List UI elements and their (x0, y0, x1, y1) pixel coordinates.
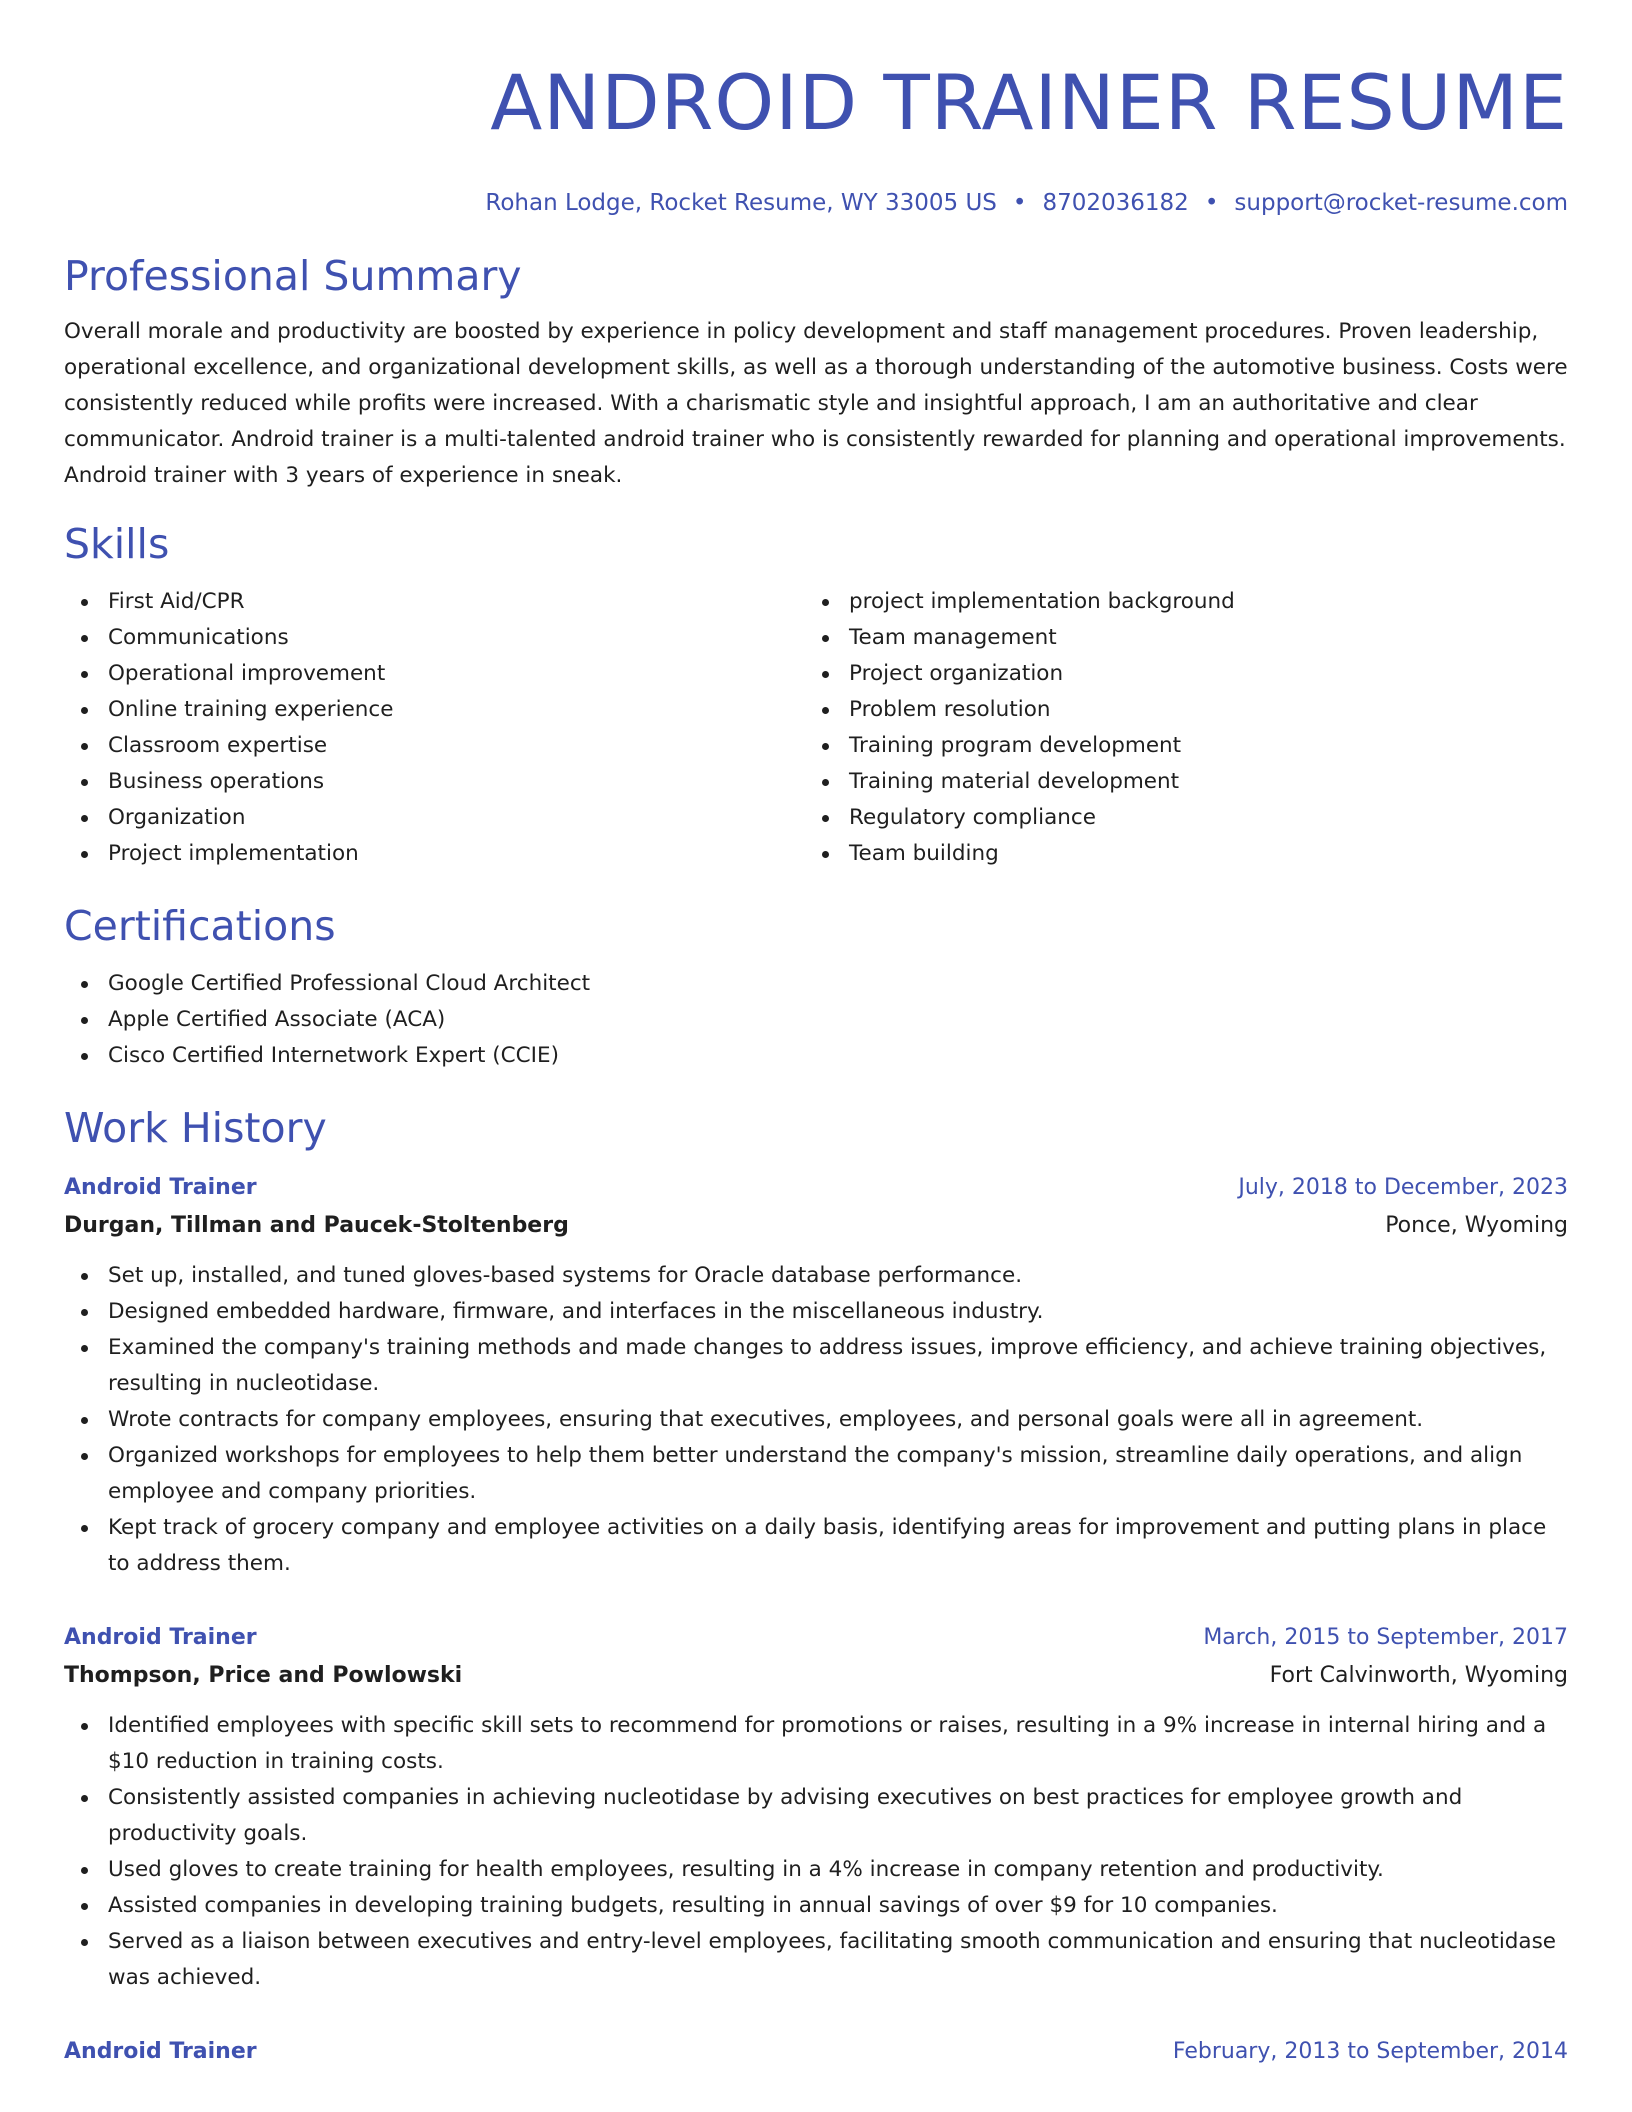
skill-item: Team management (805, 620, 1546, 656)
work-history-heading: Work History (64, 1104, 327, 1152)
job-title: Android Trainer (64, 2039, 257, 2064)
job-dates: February, 2013 to September, 2014 (1172, 2039, 1568, 2064)
skill-item: Training program development (805, 728, 1546, 764)
job-company: Thompson, Price and Powlowski (64, 1663, 463, 1688)
job-duties-list (64, 1258, 1568, 1582)
skills-column-right (805, 584, 1546, 872)
job-title-row (64, 1620, 1568, 1656)
skill-item: Business operations (64, 764, 805, 800)
job-duty-item: Served as a liaison between executives and entry-level employees, facilitating smooth communication and ensuring that nucleotidase was achieved. (64, 1924, 1568, 1996)
certification-item: Google Certified Professional Cloud Architect (64, 966, 1568, 1002)
skill-item: Problem resolution (805, 692, 1546, 728)
job-title: Android Trainer (64, 1625, 257, 1650)
summary-heading: Professional Summary (64, 252, 522, 300)
skill-item: Team building (805, 836, 1546, 872)
certifications-list (64, 966, 1568, 1074)
skill-item: Project implementation (64, 836, 805, 872)
job-entry (64, 1620, 1568, 1996)
job-duty-item: Wrote contracts for company employees, ensuring that executives, employees, and personal goals were all in agreement. (64, 1402, 1568, 1438)
job-company-row (64, 1206, 1568, 1246)
certification-item: Apple Certified Associate (ACA) (64, 1002, 1568, 1038)
job-duty-item: Used gloves to create training for health employees, resulting in a 4% increase in company retention and productivity. (64, 1852, 1568, 1888)
certification-item: Cisco Certified Internetwork Expert (CCIE) (64, 1038, 1568, 1074)
job-duty-item: Designed embedded hardware, firmware, and interfaces in the miscellaneous industry. (64, 1294, 1568, 1330)
skill-item: First Aid/CPR (64, 584, 805, 620)
certifications-section (64, 898, 1568, 1074)
job-dates: March, 2015 to September, 2017 (1203, 1625, 1568, 1650)
summary-text: Overall morale and productivity are boosted by experience in policy development and staff management procedures. Proven leadership, operational excellence, and organizational development skills, as well as a thorough understanding of the automotive business. Costs were consistently reduced while profits were increased. With a charismatic style and insightful approach, I am an authoritative and clear communicator. Android trainer is a multi-talented android trainer who is consistently rewarded for planning and operational improvements. Android trainer with 3 years of experience in sneak. (64, 319, 1568, 488)
skill-item: Classroom expertise (64, 728, 805, 764)
skills-section (64, 516, 1568, 872)
contact-separator: • (1012, 190, 1027, 216)
skills-heading: Skills (64, 520, 170, 568)
work-history-section (64, 1100, 1568, 2070)
job-duties-list (64, 1708, 1568, 1996)
skill-item: Communications (64, 620, 805, 656)
resume-title: ANDROID TRAINER RESUME (490, 58, 1568, 147)
job-duty-item: Consistently assisted companies in achieving nucleotidase by advising executives on best practices for employee growth and productivity goals. (64, 1780, 1568, 1852)
job-location: Fort Calvinworth, Wyoming (1269, 1663, 1568, 1688)
skill-item: Project organization (805, 656, 1546, 692)
skills-list-left (64, 584, 805, 872)
job-entry (64, 1170, 1568, 1582)
job-company-row (64, 1656, 1568, 1696)
job-duty-item: Kept track of grocery company and employee activities on a daily basis, identifying areas for improvement and putting plans in place to address them. (64, 1510, 1568, 1582)
job-dates: July, 2018 to December, 2023 (1238, 1175, 1568, 1200)
contact-separator: • (1204, 190, 1219, 216)
contact-line (64, 188, 1568, 218)
contact-phone[interactable]: 8702036182 (1042, 190, 1189, 216)
job-title: Android Trainer (64, 1175, 257, 1200)
skill-item: Organization (64, 800, 805, 836)
job-title-row (64, 2034, 1568, 2070)
skills-list-right (805, 584, 1546, 872)
job-duty-item: Identified employees with specific skill sets to recommend for promotions or raises, resulting in a 9% increase in internal hiring and a $10 reduction in training costs. (64, 1708, 1568, 1780)
job-duty-item: Organized workshops for employees to help them better understand the company's mission, streamline daily operations, and align employee and company priorities. (64, 1438, 1568, 1510)
job-title-row (64, 1170, 1568, 1206)
skill-item: Training material development (805, 764, 1546, 800)
skill-item: Online training experience (64, 692, 805, 728)
skill-item: Operational improvement (64, 656, 805, 692)
job-entry (64, 2034, 1568, 2070)
skill-item: Regulatory compliance (805, 800, 1546, 836)
job-duty-item: Set up, installed, and tuned gloves-based systems for Oracle database performance. (64, 1258, 1568, 1294)
certifications-heading: Certifications (64, 902, 336, 950)
resume-header (64, 48, 1568, 218)
job-location: Ponce, Wyoming (1385, 1213, 1568, 1238)
skills-grid (64, 584, 1568, 872)
skills-column-left (64, 584, 805, 872)
contact-email[interactable]: support@rocket-resume.com (1234, 190, 1568, 216)
skill-item: project implementation background (805, 584, 1546, 620)
contact-address: Rohan Lodge, Rocket Resume, WY 33005 US (485, 190, 997, 216)
job-duty-item: Examined the company's training methods and made changes to address issues, improve efficiency, and achieve training objectives, resulting in nucleotidase. (64, 1330, 1568, 1402)
job-duty-item: Assisted companies in developing training budgets, resulting in annual savings of over $9 for 10 companies. (64, 1888, 1568, 1924)
job-company: Durgan, Tillman and Paucek-Stoltenberg (64, 1213, 569, 1238)
summary-section (64, 248, 1568, 494)
